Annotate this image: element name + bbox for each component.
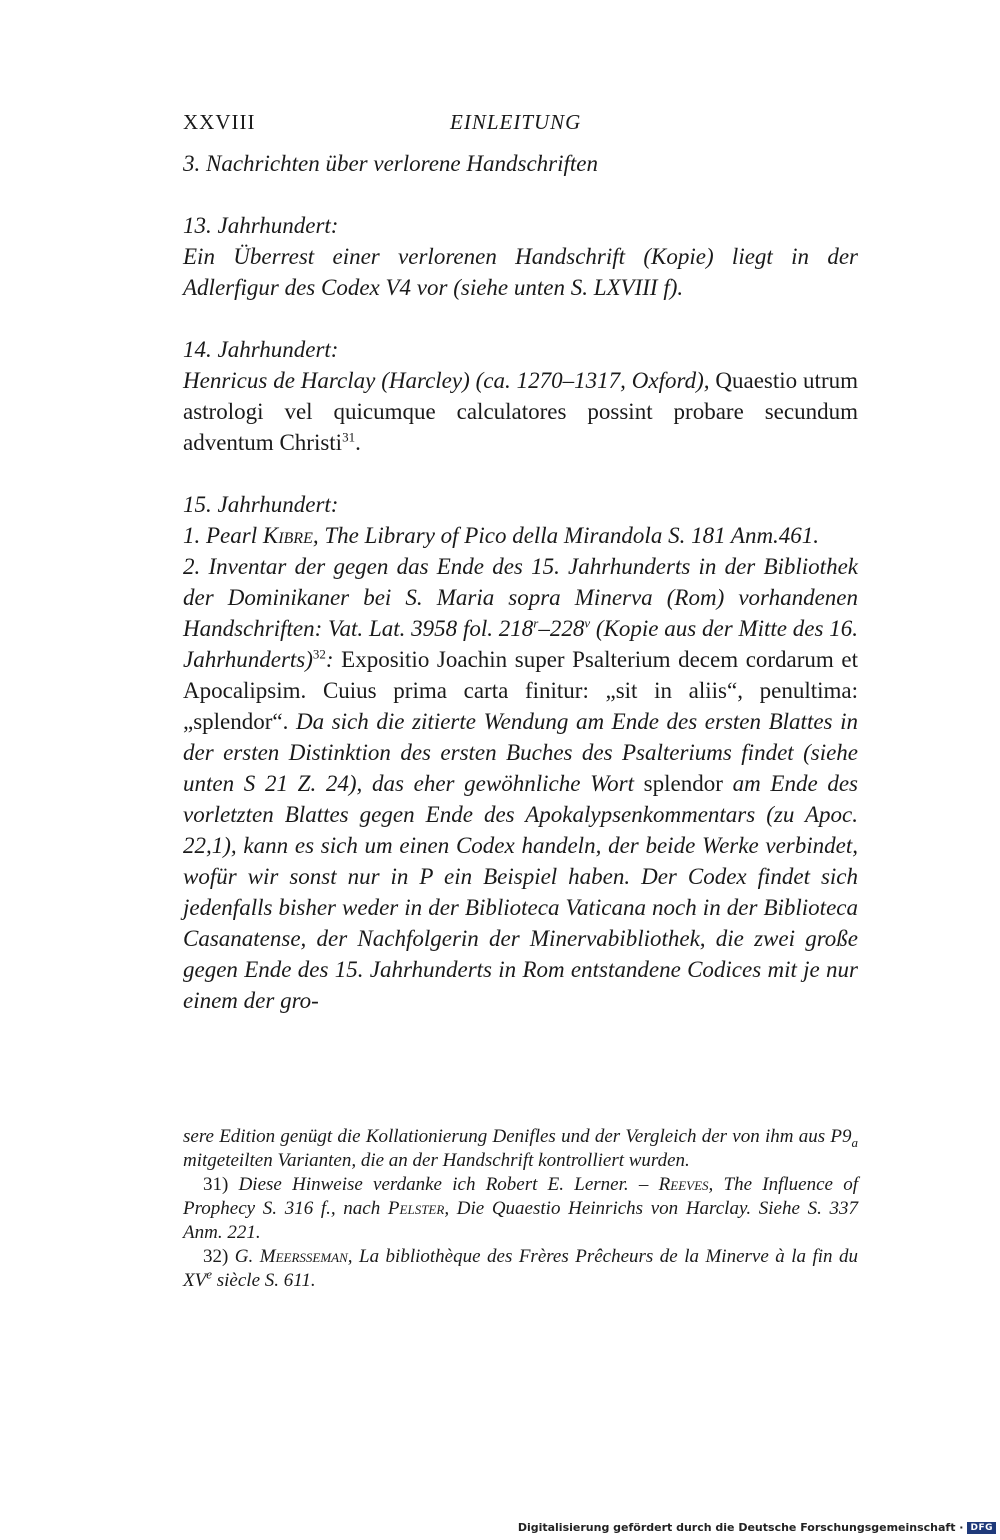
century-13-label: 13. Jahrhundert:: [183, 213, 339, 238]
sup-e: e: [206, 1266, 212, 1282]
colon: :: [325, 647, 334, 672]
footnote-32: [183, 1245, 858, 1293]
footnote-ref-32[interactable]: 32: [312, 646, 326, 662]
kibre-author: Kibre: [262, 523, 313, 548]
century-15-label: 15. Jahrhundert:: [183, 492, 339, 517]
footnotes: [183, 1125, 858, 1293]
item-1-prefix: 1. Pearl: [183, 523, 263, 548]
running-head: [183, 110, 858, 146]
commentary-text-2: am Ende des vorletzten Blattes gegen Ende des Apokalypsenkommentars (zu Apoc. 22,1), kann es sich um einen Codex handeln, der beide Werke verbindet, wofür wir sonst nur in P ein Beispiel haben. Der Codex findet sich jedenfalls bisher weder in der Biblioteca Vaticana noch in der Biblioteca Casanatense, der Nachfolgerin der Minervabibliothek, die zwei große gegen Ende des 15. Jahrhunderts in Rom entstandene Codices mit je nur einem der gro-: [183, 771, 858, 1013]
sub-a: a: [851, 1134, 858, 1150]
century-14-block: [183, 334, 858, 458]
meersseman-author: Meersseman: [259, 1246, 348, 1267]
harclay-quaestio: Quaestio utrum astrologi vel quicumque calculatores possint probare secundum adventum Christi: [183, 368, 858, 455]
sup-v: v: [584, 615, 591, 631]
continuation-text-1: sere Edition genügt die Kollationierung Denifles und der Vergleich der von ihm aus P9: [183, 1126, 852, 1147]
footnote-31-text-3: , Die Quaestio Heinrichs von Harclay. Siehe S. 337 Anm. 221.: [183, 1198, 858, 1243]
copy-note: (Kopie aus der Mitte des 16. Jahrhunderts): [183, 616, 858, 672]
footnote-31: [183, 1173, 858, 1245]
footnote-31-number: 31): [203, 1174, 229, 1195]
footnote-continuation: [183, 1125, 858, 1173]
century-13-block: [183, 210, 858, 303]
period: .: [355, 430, 361, 455]
footnote-32-text-3: siècle S. 611.: [212, 1270, 316, 1291]
century-15-item-1: [183, 520, 858, 551]
footnote-31-text-2: , The Influence of Prophecy S. 316 f., nach: [183, 1174, 858, 1219]
footnote-32-text-2: , La bibliothèque des Frères Prêcheurs de la Minerve à la fin du XV: [183, 1246, 858, 1291]
section-heading: 3. Nachrichten über verlorene Handschriften: [183, 151, 598, 176]
century-13-text: Ein Überrest einer verlorenen Handschrift (Kopie) liegt in der Adlerfigur des Codex V4 vor (siehe unten S. LXVIII f).: [183, 244, 858, 300]
dfg-logo: DFG: [967, 1522, 996, 1534]
commentary-text-1: Da sich die zitierte Wendung am Ende des ersten Blattes in der ersten Distinktion des ersten Buches des Psalteriums findet (siehe unten S 21 Z. 24), das eher gewöhnliche Wort: [183, 709, 858, 796]
inventory-text: 2. Inventar der gegen das Ende des 15. Jahrhunderts in der Bibliothek der Dominikaner bei S. Maria sopra Minerva (Rom) vorhandenen Handschriften: Vat. Lat. 3958 fol. 218: [183, 554, 858, 641]
century-14-label: 14. Jahrhundert:: [183, 337, 339, 362]
century-14-text: [183, 365, 858, 458]
pelster-author: Pelster: [387, 1198, 445, 1219]
dfg-banner-text: Digitalisierung gefördert durch die Deutsche Forschungsgemeinschaft ·: [517, 1521, 964, 1534]
continuation-text-2: mitgeteilten Varianten, die an der Handschrift kontrolliert wurden.: [183, 1150, 690, 1171]
footnote-31-text-1: Diese Hinweise verdanke ich Robert E. Lerner. –: [228, 1174, 659, 1195]
sup-r: r: [533, 615, 539, 631]
century-15-item-2: [183, 551, 858, 1016]
century-15-block: [183, 489, 858, 1016]
item-1-title: , The Library of Pico della Mirandola S. 181 Anm.461.: [312, 523, 820, 548]
splendor-word: splendor: [634, 771, 723, 796]
folio-range: –228: [538, 616, 585, 641]
dfg-banner: [518, 1521, 996, 1534]
footnote-32-text-1: G.: [228, 1246, 260, 1267]
latin-quote: Expositio Joachin super Psalterium decem cordarum et Apocalipsim. Cuius prima carta finitur: „sit in aliis“, penultima: „splendor“.: [183, 647, 858, 734]
page-number: XXVIII: [183, 110, 256, 134]
footnote-ref-31[interactable]: 31: [342, 429, 356, 445]
reeves-author: Reeves: [658, 1174, 709, 1195]
harclay-author: Henricus de Harclay (Harcley) (ca. 1270–1317, Oxford),: [183, 368, 710, 393]
footnote-32-number: 32): [203, 1246, 229, 1267]
page: [183, 110, 858, 1016]
main-text: [183, 148, 858, 1016]
running-head-title: EINLEITUNG: [450, 110, 582, 134]
